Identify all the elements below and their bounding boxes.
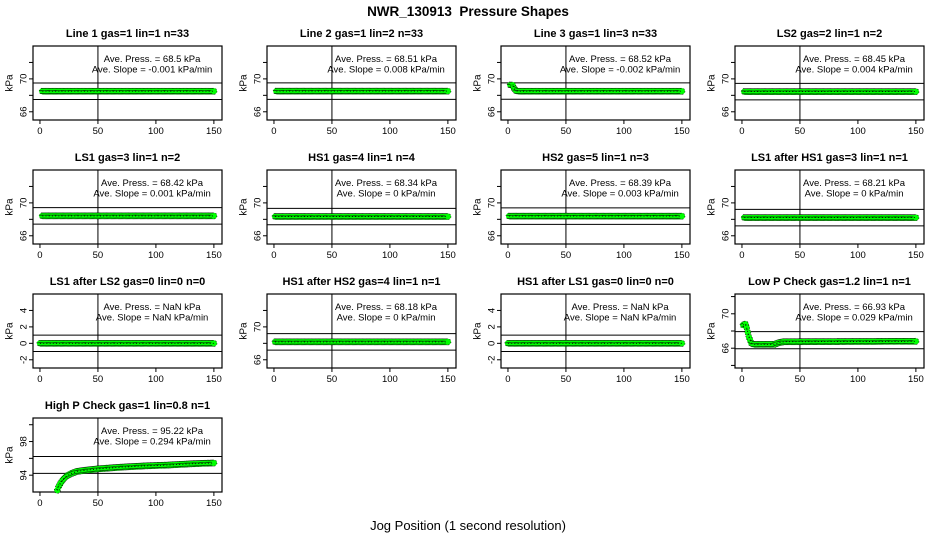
- subplot-ls1-after-ls2: [0, 268, 234, 392]
- x-tick-label: 100: [381, 126, 398, 137]
- subplot-svg-ls1: [0, 144, 234, 268]
- y-tick-label: 98: [18, 436, 30, 447]
- x-tick-label: 100: [147, 126, 164, 137]
- x-tick-label: 150: [439, 250, 456, 261]
- y-tick-label: 66: [18, 106, 30, 118]
- subplot-svg-ls1-after-ls2: [0, 268, 234, 392]
- y-axis-label: kPa: [4, 74, 16, 92]
- x-tick-label: 50: [326, 250, 338, 261]
- y-tick-label: 70: [486, 197, 498, 209]
- y-tick-label: 66: [18, 230, 30, 242]
- x-tick-label: 150: [673, 126, 690, 137]
- y-tick-label: 4: [486, 307, 498, 314]
- y-axis-label: kPa: [4, 322, 16, 340]
- subplot-hs1: [234, 144, 468, 268]
- x-tick-label: 0: [271, 126, 277, 137]
- ave-press-text: Ave. Press. = 68.45 kPa: [803, 54, 906, 65]
- x-tick-label: 50: [92, 126, 104, 137]
- y-axis-label: kPa: [472, 74, 484, 92]
- subplot-low-p-check: [702, 268, 936, 392]
- x-tick-label: 100: [147, 374, 164, 385]
- ave-press-text: Ave. Press. = 66.93 kPa: [803, 302, 906, 313]
- x-tick-label: 100: [147, 498, 164, 509]
- ave-slope-text: Ave. Slope = 0.008 kPa/min: [327, 64, 445, 76]
- subplot-ls1: [0, 144, 234, 268]
- subplot-hs1-after-ls1: [468, 268, 702, 392]
- x-tick-label: 100: [615, 374, 632, 385]
- y-axis-label: kPa: [238, 322, 250, 340]
- ave-slope-text: Ave. Slope = -0.002 kPa/min: [559, 64, 681, 76]
- y-tick-label: 0: [486, 340, 498, 346]
- subplot-hs2: [468, 144, 702, 268]
- y-tick-label: 66: [252, 354, 264, 366]
- x-tick-label: 50: [560, 126, 572, 137]
- subplot-title: Low P Check gas=1.2 lin=1 n=1: [748, 276, 911, 288]
- y-tick-label: 70: [18, 73, 30, 85]
- y-tick-label: 66: [252, 106, 264, 118]
- y-tick-label: 66: [252, 230, 264, 242]
- subplot-title: HS2 gas=5 lin=1 n=3: [542, 152, 649, 164]
- subplot-svg-ls1-after-hs1: [702, 144, 936, 268]
- ave-press-text: Ave. Press. = 68.21 kPa: [803, 178, 906, 189]
- x-tick-label: 100: [615, 126, 632, 137]
- x-tick-label: 0: [739, 250, 745, 261]
- subplot-title: Line 1 gas=1 lin=1 n=33: [65, 28, 190, 40]
- subplot-svg-low-p-check: [702, 268, 936, 392]
- x-tick-label: 150: [673, 250, 690, 261]
- ave-slope-text: Ave. Slope = 0.001 kPa/min: [93, 188, 211, 200]
- y-axis-label: kPa: [4, 446, 16, 464]
- x-tick-label: 50: [92, 498, 104, 509]
- subplot-title: HS1 gas=4 lin=1 n=4: [308, 152, 415, 164]
- data-points: [54, 460, 217, 494]
- y-tick-label: 70: [252, 197, 264, 209]
- subplot-hs1-after-hs2: [234, 268, 468, 392]
- subplot-title: High P Check gas=1 lin=0.8 n=1: [44, 400, 211, 412]
- y-axis-label: kPa: [706, 74, 718, 92]
- y-tick-label: 0: [18, 340, 30, 346]
- x-tick-label: 0: [739, 126, 745, 137]
- subplot-ls1-after-hs1: [702, 144, 936, 268]
- ave-press-text: Ave. Press. = NaN kPa: [571, 302, 669, 313]
- y-tick-label: -2: [18, 355, 30, 365]
- subplot-title: HS1 after LS1 gas=0 lin=0 n=0: [517, 276, 674, 288]
- y-tick-label: 2: [18, 324, 30, 330]
- x-tick-label: 0: [505, 250, 511, 261]
- x-tick-label: 50: [92, 374, 104, 385]
- ave-press-text: Ave. Press. = 95.22 kPa: [101, 426, 204, 437]
- y-tick-label: 66: [486, 106, 498, 118]
- x-tick-label: 150: [205, 498, 222, 509]
- subplot-title: LS1 after LS2 gas=0 lin=0 n=0: [49, 276, 206, 288]
- x-tick-label: 50: [326, 374, 338, 385]
- x-tick-label: 50: [326, 126, 338, 137]
- subplot-title: Line 2 gas=1 lin=2 n=33: [299, 28, 424, 40]
- subplot-svg-line3: [468, 20, 702, 144]
- ave-press-text: Ave. Press. = 68.5 kPa: [103, 54, 201, 65]
- ave-slope-text: Ave. Slope = 0.003 kPa/min: [561, 188, 679, 200]
- subplot-title: HS1 after HS2 gas=4 lin=1 n=1: [282, 276, 441, 288]
- data-points: [740, 321, 919, 347]
- y-tick-label: 66: [720, 342, 732, 354]
- y-axis-label: kPa: [472, 322, 484, 340]
- subplot-svg-high-p-check: [0, 392, 234, 516]
- x-tick-label: 50: [794, 250, 806, 261]
- x-tick-label: 0: [505, 126, 511, 137]
- y-tick-label: 70: [720, 197, 732, 209]
- ave-press-text: Ave. Press. = 68.34 kPa: [335, 178, 438, 189]
- y-tick-label: 94: [18, 469, 30, 481]
- x-tick-label: 100: [381, 374, 398, 385]
- subplot-line1: [0, 20, 234, 144]
- y-tick-label: 70: [18, 197, 30, 209]
- x-tick-label: 0: [739, 374, 745, 385]
- subplot-svg-hs1-after-ls1: [468, 268, 702, 392]
- y-axis-label: kPa: [472, 198, 484, 216]
- y-tick-label: 70: [720, 73, 732, 85]
- ave-slope-text: Ave. Slope = 0.029 kPa/min: [795, 312, 913, 324]
- x-tick-label: 100: [849, 250, 866, 261]
- y-tick-label: 70: [720, 308, 732, 320]
- y-axis-label: kPa: [706, 322, 718, 340]
- subplot-svg-ls2: [702, 20, 936, 144]
- subplot-title: Line 3 gas=1 lin=3 n=33: [533, 28, 658, 40]
- x-tick-label: 100: [849, 374, 866, 385]
- y-tick-label: 70: [252, 73, 264, 85]
- x-tick-label: 150: [205, 126, 222, 137]
- subplot-svg-hs1: [234, 144, 468, 268]
- y-tick-label: 4: [18, 307, 30, 314]
- ave-slope-text: Ave. Slope = 0 kPa/min: [336, 312, 436, 324]
- ave-slope-text: Ave. Slope = 0.004 kPa/min: [795, 64, 913, 76]
- x-tick-label: 100: [381, 250, 398, 261]
- x-tick-label: 0: [37, 374, 43, 385]
- x-tick-label: 150: [439, 374, 456, 385]
- subplot-line3: [468, 20, 702, 144]
- subplot-svg-hs1-after-hs2: [234, 268, 468, 392]
- ave-press-text: Ave. Press. = 68.18 kPa: [335, 302, 438, 313]
- subplot-ls2: [702, 20, 936, 144]
- x-tick-label: 50: [560, 374, 572, 385]
- y-tick-label: 2: [486, 324, 498, 330]
- ave-slope-text: Ave. Slope = NaN kPa/min: [95, 312, 209, 324]
- ave-slope-text: Ave. Slope = 0.294 kPa/min: [93, 436, 211, 448]
- x-tick-label: 50: [794, 374, 806, 385]
- subplot-svg-line1: [0, 20, 234, 144]
- x-tick-label: 50: [92, 250, 104, 261]
- x-tick-label: 100: [849, 126, 866, 137]
- data-points: [507, 82, 685, 94]
- subplot-title: LS2 gas=2 lin=1 n=2: [776, 28, 883, 40]
- ave-press-text: Ave. Press. = 68.39 kPa: [569, 178, 672, 189]
- ave-press-text: Ave. Press. = NaN kPa: [103, 302, 201, 313]
- x-axis-caption: Jog Position (1 second resolution): [370, 518, 566, 533]
- subplot-svg-hs2: [468, 144, 702, 268]
- subplot-title: LS1 after HS1 gas=3 lin=1 n=1: [751, 152, 908, 164]
- x-tick-label: 150: [907, 250, 924, 261]
- y-tick-label: 70: [486, 73, 498, 85]
- x-tick-label: 0: [271, 250, 277, 261]
- x-tick-label: 0: [37, 250, 43, 261]
- x-tick-label: 0: [37, 126, 43, 137]
- ave-slope-text: Ave. Slope = -0.001 kPa/min: [91, 64, 213, 76]
- ave-press-text: Ave. Press. = 68.51 kPa: [335, 54, 438, 65]
- y-tick-label: -2: [486, 355, 498, 365]
- x-tick-label: 150: [205, 374, 222, 385]
- subplot-line2: [234, 20, 468, 144]
- y-axis-label: kPa: [238, 74, 250, 92]
- ave-press-text: Ave. Press. = 68.42 kPa: [101, 178, 204, 189]
- x-tick-label: 0: [37, 498, 43, 509]
- y-axis-label: kPa: [706, 198, 718, 216]
- subplot-title: LS1 gas=3 lin=1 n=2: [74, 152, 181, 164]
- y-tick-label: 66: [720, 106, 732, 118]
- x-tick-label: 100: [147, 250, 164, 261]
- ave-slope-text: Ave. Slope = 0 kPa/min: [804, 188, 904, 200]
- x-tick-label: 0: [271, 374, 277, 385]
- x-tick-label: 150: [907, 126, 924, 137]
- x-tick-label: 150: [907, 374, 924, 385]
- y-axis-label: kPa: [238, 198, 250, 216]
- ave-press-text: Ave. Press. = 68.52 kPa: [569, 54, 672, 65]
- x-tick-label: 50: [560, 250, 572, 261]
- x-tick-label: 50: [794, 126, 806, 137]
- x-tick-label: 150: [673, 374, 690, 385]
- x-tick-label: 0: [505, 374, 511, 385]
- x-tick-label: 100: [615, 250, 632, 261]
- x-tick-label: 150: [439, 126, 456, 137]
- x-tick-label: 150: [205, 250, 222, 261]
- main-title: NWR_130913 Pressure Shapes: [367, 4, 569, 19]
- y-tick-label: 66: [486, 230, 498, 242]
- ave-slope-text: Ave. Slope = 0 kPa/min: [336, 188, 436, 200]
- y-tick-label: 70: [252, 321, 264, 333]
- ave-slope-text: Ave. Slope = NaN kPa/min: [563, 312, 677, 324]
- subplot-svg-line2: [234, 20, 468, 144]
- y-axis-label: kPa: [4, 198, 16, 216]
- subplot-high-p-check: [0, 392, 234, 516]
- y-tick-label: 66: [720, 230, 732, 242]
